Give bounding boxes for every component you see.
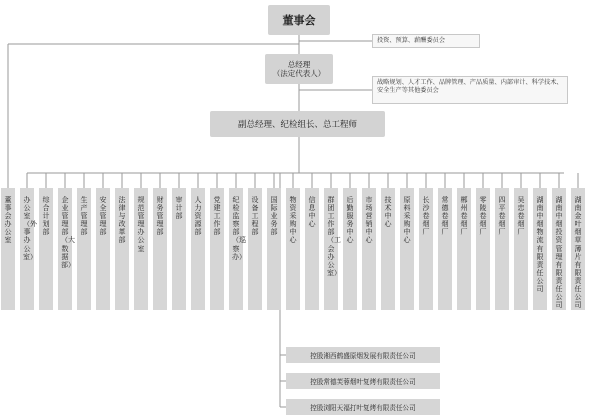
department-box <box>134 188 148 310</box>
department-box <box>438 188 452 310</box>
department-box <box>400 188 414 310</box>
department-box <box>229 188 246 310</box>
department-box <box>571 188 585 310</box>
department-box <box>514 188 528 310</box>
chairman-committees-text: 投资、预算、薪酬委员会 <box>377 36 446 44</box>
department-label: 吴忠卷烟厂 <box>517 196 525 237</box>
department-label: 安全管理部 <box>99 196 107 237</box>
department-box <box>343 188 357 310</box>
department-label: 四平卷烟厂 <box>498 196 506 237</box>
chairman-label: 董事会 <box>282 14 316 27</box>
department-box <box>495 188 509 310</box>
chairman-committees-note <box>372 34 480 48</box>
department-label: 市场营销中心 <box>365 196 373 245</box>
deputy-box <box>210 111 385 137</box>
department-label: 企业管理部（大数据部） <box>61 196 75 269</box>
department-box <box>153 188 167 310</box>
deputy-label: 副总经理、纪检组长、总工程师 <box>237 120 357 130</box>
department-label: 人力资源部 <box>194 196 202 237</box>
department-label: 财务管理部 <box>156 196 164 237</box>
department-label: 长沙卷烟厂 <box>422 196 430 237</box>
department-label: 纪检监察部（巡察办） <box>232 196 246 261</box>
gm-committees-text: 战略规划、人才工作、品牌管理、产品质量、内部审计、科学技术、安全生产等其他委员会 <box>377 79 563 95</box>
department-box <box>533 188 547 310</box>
subsidiary-label: 控股常德芙蓉烟叶复烤有限责任公司 <box>310 378 416 386</box>
department-label: 设备工程部 <box>251 196 259 237</box>
department-box <box>96 188 110 310</box>
department-label: 规范管理办公室 <box>137 196 145 253</box>
department-box <box>191 188 205 310</box>
department-label: 湖南中烟投资管理有限责任公司 <box>555 196 563 310</box>
department-label: 物资采购中心 <box>289 196 297 245</box>
gm-committees-note <box>372 76 568 104</box>
department-box <box>20 188 37 310</box>
department-box <box>324 188 341 310</box>
department-box <box>286 188 300 310</box>
department-label: 法律与改革部 <box>118 196 126 245</box>
department-box <box>1 188 15 310</box>
department-box <box>77 188 91 310</box>
subsidiary-label: 控股浏阳天福打叶复烤有限责任公司 <box>310 404 416 412</box>
department-box <box>248 188 262 310</box>
department-box <box>210 188 224 310</box>
general-manager-title: 总经理 <box>287 59 311 69</box>
department-label: 湖南金叶烟草薄片有限责任公司 <box>574 196 582 310</box>
subsidiary-label: 控股湘西鹤盛原烟发展有限责任公司 <box>310 352 416 360</box>
department-label: 原料采购中心 <box>403 196 411 245</box>
department-label: 董事会办公室 <box>4 196 12 245</box>
department-box <box>476 188 490 310</box>
department-label: 办公室（外事办公室） <box>23 196 37 261</box>
department-box <box>115 188 129 310</box>
department-box <box>172 188 186 310</box>
subsidiary-box <box>286 373 440 389</box>
department-label: 国际业务部 <box>270 196 278 237</box>
department-label: 郴州卷烟厂 <box>460 196 468 237</box>
department-label: 信息中心 <box>308 196 316 229</box>
general-manager-box <box>265 54 333 84</box>
department-box <box>58 188 75 310</box>
department-label: 后勤服务中心 <box>346 196 354 245</box>
department-box <box>419 188 433 310</box>
department-box <box>39 188 53 310</box>
department-label: 湖南中烟物流有限责任公司 <box>536 196 544 294</box>
department-box <box>552 188 566 310</box>
department-box <box>381 188 395 310</box>
department-label: 技术中心 <box>384 196 392 229</box>
department-box <box>267 188 281 310</box>
department-label: 零陵卷烟厂 <box>479 196 487 237</box>
chairman-box <box>268 5 330 35</box>
department-label: 综合计划部 <box>42 196 50 237</box>
department-box <box>362 188 376 310</box>
department-box <box>305 188 319 310</box>
department-box <box>457 188 471 310</box>
subsidiary-box <box>286 347 440 363</box>
department-label: 审计部 <box>175 196 183 221</box>
department-label: 党建工作部 <box>213 196 221 237</box>
general-manager-subtitle: （法定代表人） <box>272 69 326 78</box>
subsidiary-box <box>286 399 440 415</box>
department-label: 群团工作部（工会办公室） <box>327 196 341 277</box>
department-label: 常德卷烟厂 <box>441 196 449 237</box>
department-label: 生产管理部 <box>80 196 88 237</box>
